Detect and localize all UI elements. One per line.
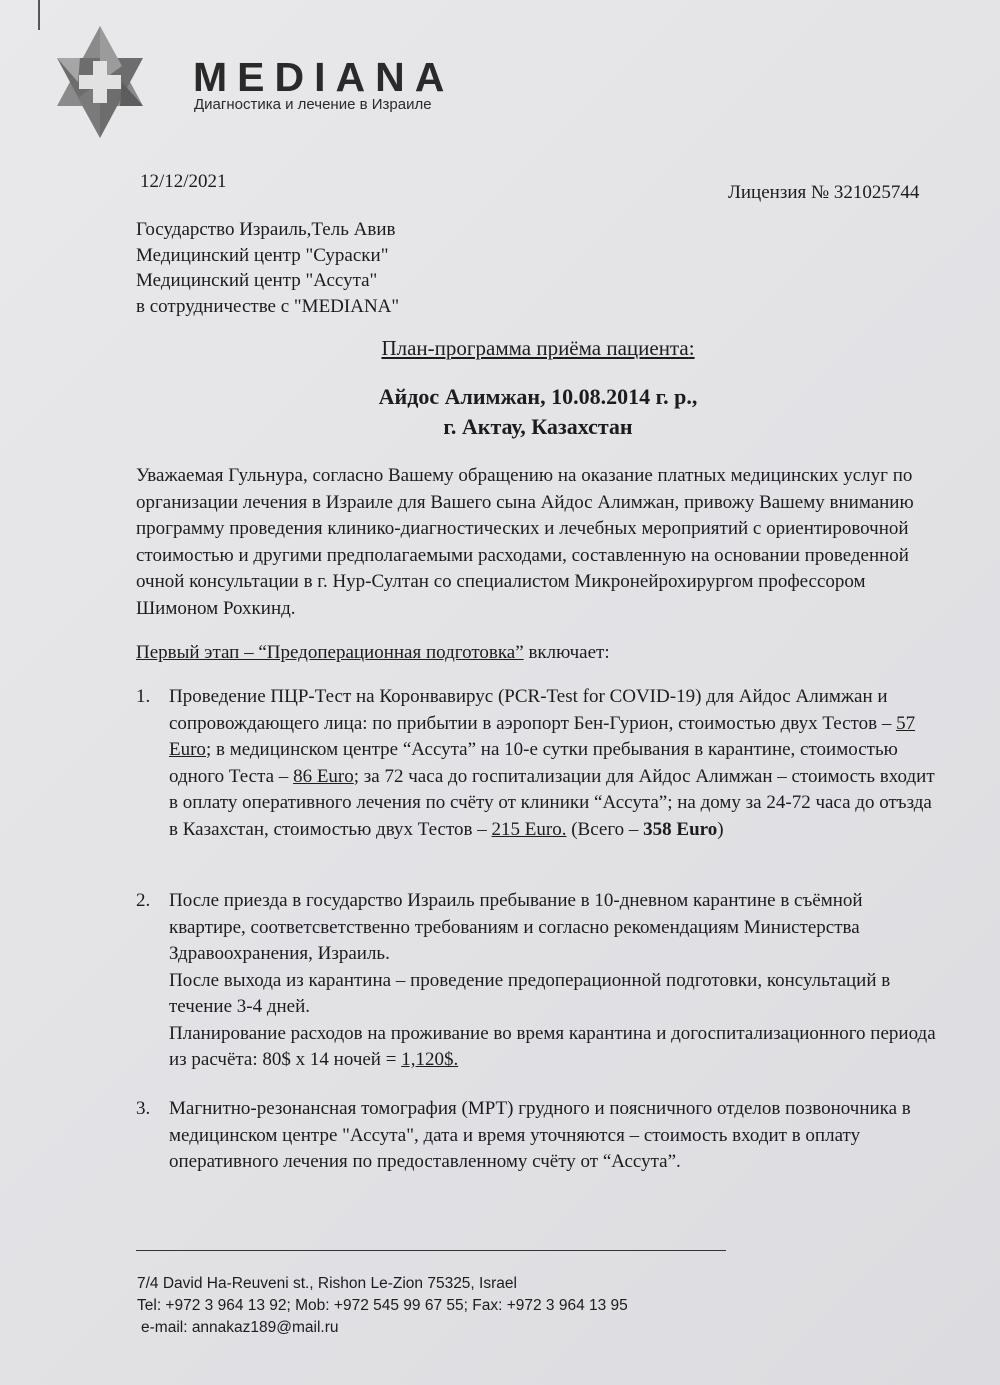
item-paragraph xyxy=(169,1021,936,1074)
footer-email: e-mail: annakaz189@mail.ru xyxy=(141,1319,339,1336)
address-line: в сотрудничестве с "MEDIANA" xyxy=(136,295,400,317)
item-number: 3. xyxy=(136,1098,151,1119)
footer-address: 7/4 David Ha-Reuveni st., Rishon Le-Zion 75325, Israel xyxy=(137,1275,517,1292)
item-text-part: ; в медицинском центре “Ассута” на 10-е сутки пребывания в карантине, стоимостью одного Теста – xyxy=(169,739,898,787)
brand-name: MEDIANA xyxy=(193,54,455,100)
address-line: Медицинский центр "Ассута" xyxy=(136,270,378,291)
item-text xyxy=(169,888,936,1074)
list-item-mri xyxy=(136,1096,936,1176)
list-item-quarantine xyxy=(136,888,936,1074)
item-text xyxy=(169,684,936,843)
patient-city: г. Актау, Казахстан xyxy=(443,414,633,439)
item-number: 2. xyxy=(136,890,151,911)
intro-paragraph: Уважаемая Гульнура, согласно Вашему обращению на оказание платных медицинских услуг по организации лечения в Израиле для Вашего сына Айдос Алимжан, привожу Вашему вниманию программу проведения клинико-диагностических и лечебных мероприятий с ориентировочной стоимостью и другими предполагаемыми расходами, составленную на основании проведенной очной консультации в г. Нур-Султан со специалистом Микронейрохирургом профессором Шимоном Рохкинд. xyxy=(136,465,914,619)
cost-accommodation: 1,120$. xyxy=(401,1049,459,1070)
address-line: Государство Израиль,Тель Авив xyxy=(136,219,396,240)
cost-quarantine-test: 86 Euro xyxy=(293,765,354,787)
cost-arrival-tests: 57 Euro xyxy=(169,712,916,760)
item-text-part: Проведение ПЦР-Тест на Коронвавирус (PCR-Test for COVID-19) для Айдос Алимжан и сопровождающего лица: по прибытии в аэропорт Бен-Гурион, стоимостью двух Тестов – xyxy=(169,686,897,734)
brand-tagline: Диагностика и лечение в Израиле xyxy=(194,96,432,113)
document-title xyxy=(0,336,1000,361)
title-text: План-программа приёма пациента xyxy=(381,336,689,360)
item-text: Магнитно-резонансная томография (МРТ) грудного и поясничного отделов позвоночника в медицинском центре "Ассута", дата и время уточняются – стоимость входит в оплату оперативного лечения по предоставленному счёту от “Ассута”. xyxy=(169,1098,911,1172)
paper-mark xyxy=(38,0,40,30)
item-text-part: Планирование расходов на проживание во время карантина и догоспитализационного периода из расчёта: 80$ х 14 ночей = xyxy=(169,1022,936,1070)
footer-phones: Tel: +972 3 964 13 92; Mob: +972 545 99 67 55; Fax: +972 3 964 13 95 xyxy=(137,1297,628,1314)
recipient-address xyxy=(136,217,399,319)
stage-suffix: включает: xyxy=(523,642,610,663)
item-text-part: ) xyxy=(717,818,724,840)
license-number: Лицензия № 321025744 xyxy=(728,182,920,203)
item-text-part: ; за 72 часа до госпитализации для Айдос Алимжан – стоимость входит в оплату оперативного лечения по счёту от клиники “Ассута”; на дому за 24-72 часа до отъзда в Казахстан, стоимостью двух Тестов – xyxy=(169,765,935,840)
item-number: 1. xyxy=(136,686,151,707)
cost-departure-tests: 215 Euro. xyxy=(491,818,567,840)
footer-contacts xyxy=(137,1273,628,1339)
cost-total: 358 Euro xyxy=(643,818,718,840)
address-line: Медицинский центр "Сураски" xyxy=(136,244,389,266)
item-paragraph: После приезда в государство Израиль пребывание в 10-дневном карантине в съёмной квартире, соответсветственно требованиям и согласно рекомендациям Министерства Здравоохранения, Израиль. xyxy=(169,890,863,964)
item-paragraph: После выхода из карантина – проведение предоперационной подготовки, консультаций в течение 3-4 дней. xyxy=(169,969,891,1017)
stage-heading xyxy=(136,642,610,664)
stage-title: Первый этап – “Предоперационная подготовка” xyxy=(136,642,524,663)
item-text-part: (Всего – xyxy=(566,818,644,840)
document-date: 12/12/2021 xyxy=(140,171,227,192)
title-colon: : xyxy=(688,336,695,360)
list-item-pcr-tests xyxy=(136,684,936,843)
patient-info xyxy=(0,382,1000,442)
patient-name-dob: Айдос Алимжан, 10.08.2014 г. р., xyxy=(378,384,698,409)
star-of-david-with-cross-icon xyxy=(50,26,150,138)
footer-divider xyxy=(136,1250,726,1251)
